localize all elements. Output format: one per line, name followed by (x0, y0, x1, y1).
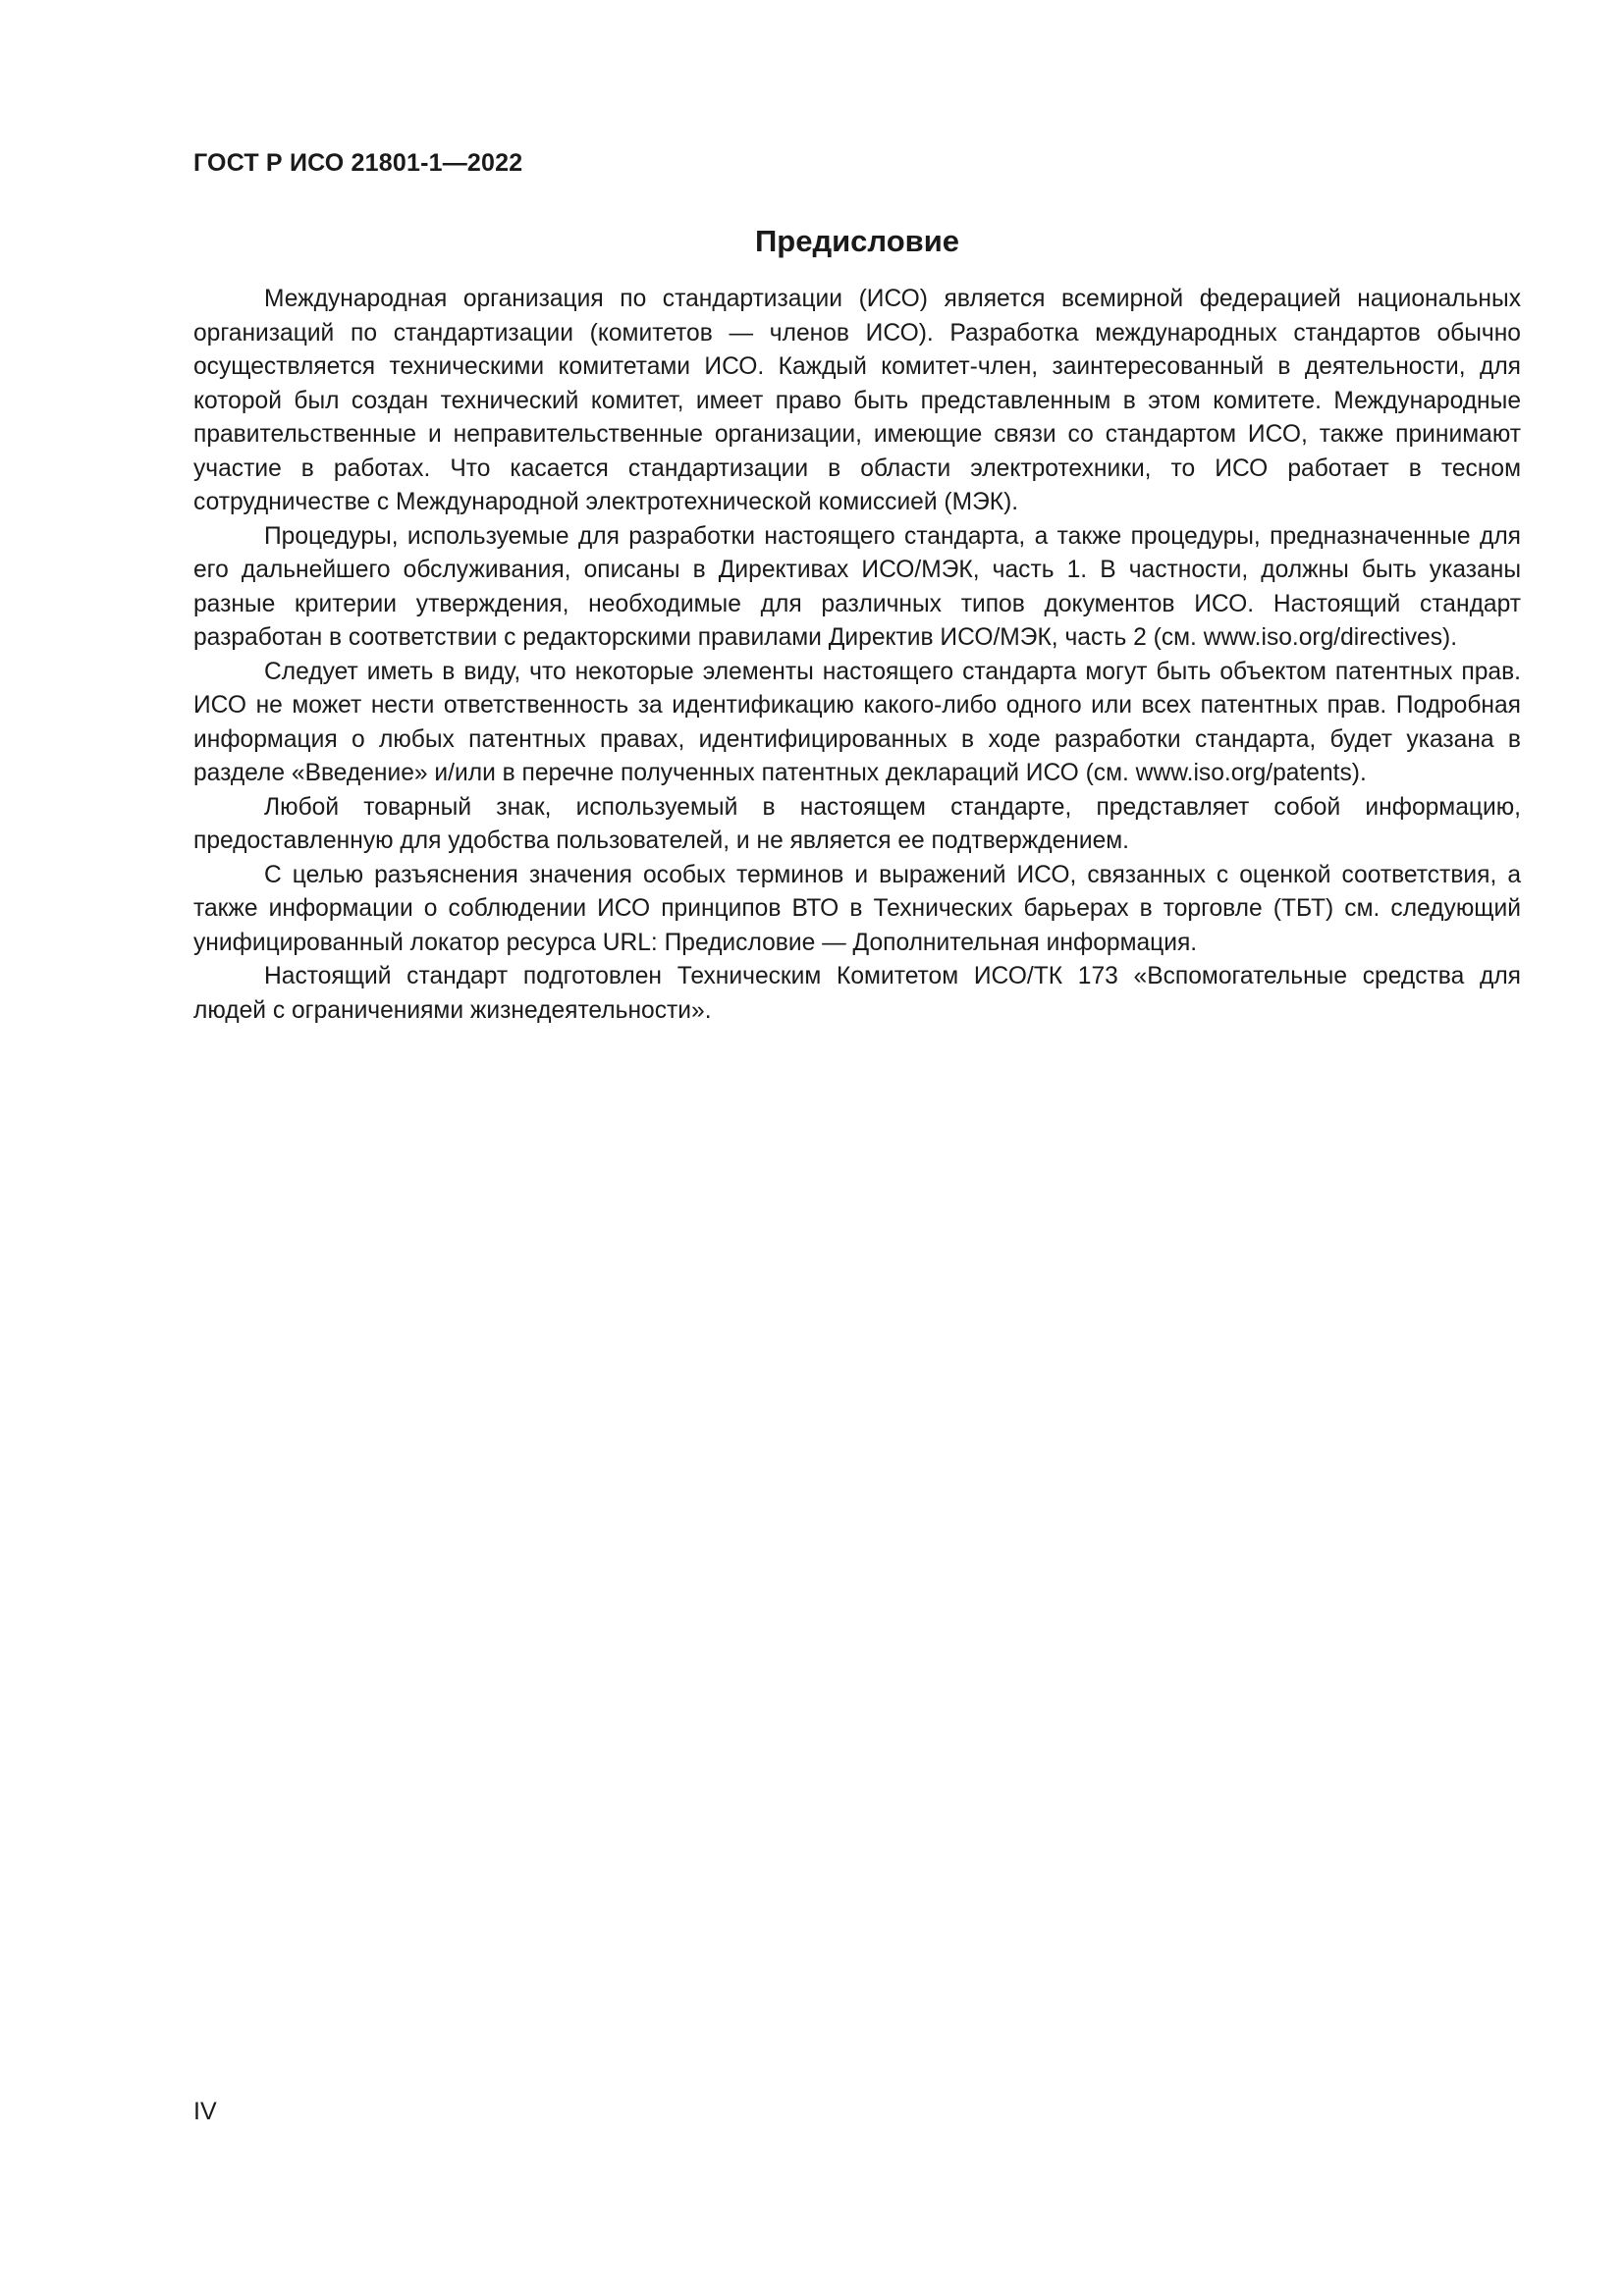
paragraph: Процедуры, используемые для разработки настоящего стандарта, а также процедуры, предназначенные для его дальнейшего обслуживания, описаны в Директивах ИСО/МЭК, часть 1. В частности, должны быть указаны разные критерии утверждения, необходимые для различных типов документов ИСО. Настоящий стандарт разработан в соответствии с редакторскими правилами Директив ИСО/МЭК, часть 2 (см. www.iso.org/directives). (193, 522, 1521, 651)
section-title: Предисловие (754, 224, 959, 258)
paragraph: С целью разъяснения значения особых терминов и выражений ИСО, связанных с оценкой соответствия, а также информации о соблюдении ИСО принципов ВТО в Технических барьерах в торговле (ТБТ) см. следующий унифицированный локатор ресурса URL: Предисловие — Дополнительная информация. (193, 861, 1521, 956)
foreword-body (193, 283, 1521, 1028)
page-number: IV (193, 2098, 217, 2125)
paragraph: Следует иметь в виду, что некоторые элементы настоящего стандарта могут быть объектом патентных прав. ИСО не может нести ответственность за идентификацию какого-либо одного или всех патентных прав. Подробная информация о любых патентных правах, идентифицированных в ходе разработки стандарта, будет указана в разделе «Введение» и/или в перечне полученных патентных деклараций ИСО (см. www.iso.org/patents). (193, 658, 1521, 786)
standard-identifier: ГОСТ Р ИСО 21801-1—2022 (193, 149, 523, 177)
paragraph: Любой товарный знак, используемый в настоящем стандарте, представляет собой информацию, предоставленную для удобства пользователей, и не является ее подтверждением. (193, 793, 1521, 854)
paragraph: Настоящий стандарт подготовлен Техническим Комитетом ИСО/ТК 173 «Вспомогательные средства для людей с ограничениями жизнедеятельности». (193, 963, 1521, 1024)
paragraph: Международная организация по стандартизации (ИСО) является всемирной федерацией национальных организаций по стандартизации (комитетов — членов ИСО). Разработка международных стандартов обычно осуществляется техническими комитетами ИСО. Каждый комитет-член, заинтересованный в деятельности, для которой был создан технический комитет, имеет право быть представленным в этом комитете. Международные правительственные и неправительственные организации, имеющие связи со стандартом ИСО, также принимают участие в работах. Что касается стандартизации в области электротехники, то ИСО работает в тесном сотрудничестве с Международной электротехнической комиссией (МЭК). (193, 286, 1521, 515)
